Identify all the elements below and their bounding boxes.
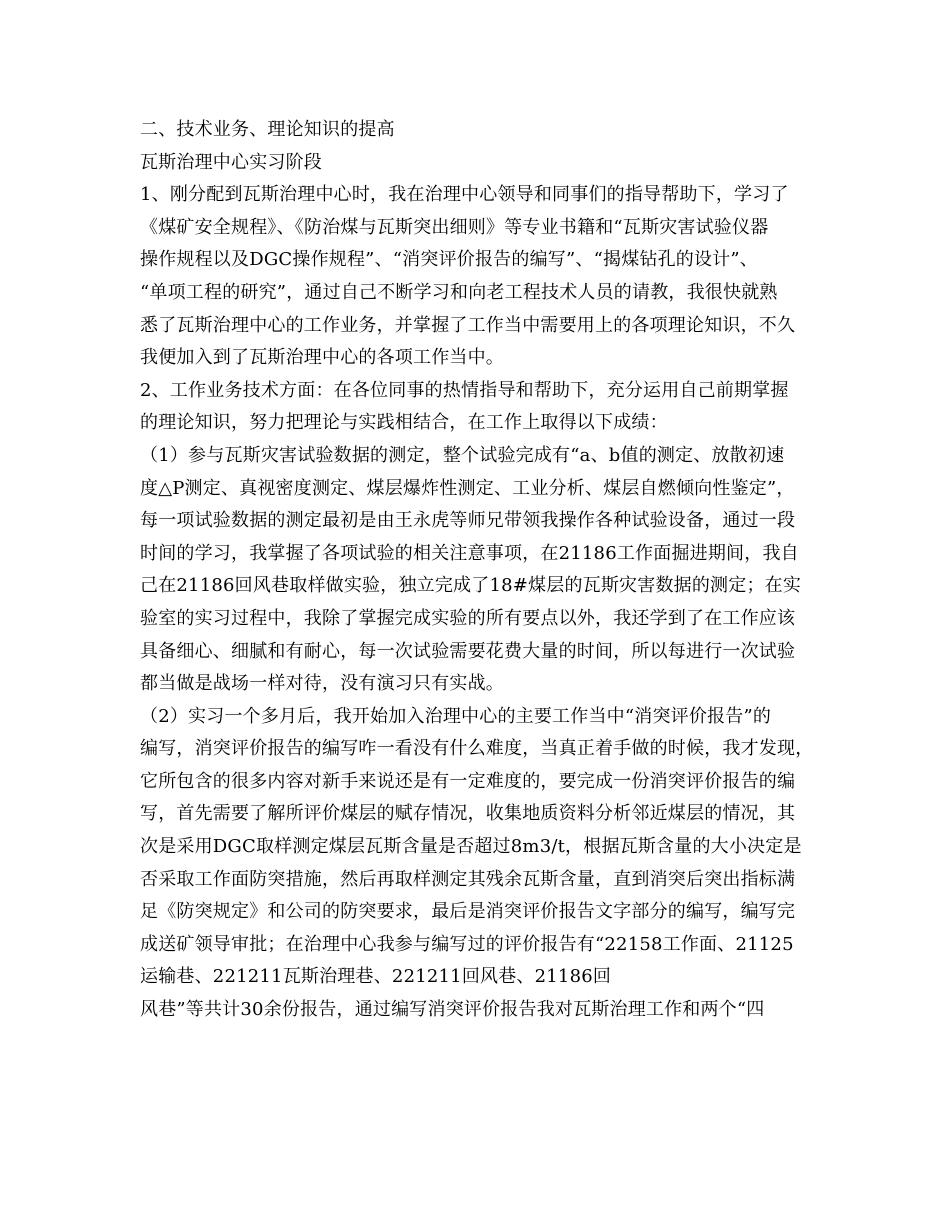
section-heading: 二、技术业务、理论知识的提高: [140, 119, 395, 140]
body-text-line: 悉了瓦斯治理中心的工作业务，并掌握了工作当中需要用上的各项理论知识，不久: [140, 314, 796, 336]
body-text-line: 成送矿领导审批；在治理中心我参与编写过的评价报告有“22158工作面、21125: [140, 933, 794, 955]
body-text-line: 它所包含的很多内容对新手来说还是有一定难度的，要完成一份消突评价报告的编: [140, 770, 796, 792]
body-text-line: 次是采用DGC取样测定煤层瓦斯含量是否超过8m3/t，根据瓦斯含量的大小决定是: [140, 836, 802, 858]
body-text-line: 风巷”等共计30余份报告，通过编写消突评价报告我对瓦斯治理工作和两个“四: [140, 999, 765, 1021]
body-text-line: 度△P测定、真视密度测定、煤层爆炸性测定、工业分析、煤层自燃倾向性鉴定”，: [140, 477, 795, 499]
body-text-line: （1）参与瓦斯灾害试验数据的测定，整个试验完成有“a、b值的测定、放散初速: [140, 444, 785, 466]
body-text-line: 否采取工作面防突措施，然后再取样测定其残余瓦斯含量，直到消突后突出指标满: [140, 868, 796, 890]
body-text-line: 己在21186回风巷取样做实验，独立完成了18#煤层的瓦斯灾害数据的测定；在实: [140, 575, 802, 597]
body-text-line: 的理论知识，努力把理论与实践相结合，在工作上取得以下成绩：: [140, 412, 668, 434]
body-text-line: 2、工作业务技术方面：在各位同事的热情指导和帮助下，充分运用自己前期掌握: [140, 379, 789, 401]
body-text-line: 运输巷、221211瓦斯治理巷、221211回风巷、21186回: [140, 966, 612, 988]
body-text-line: 我便加入到了瓦斯治理中心的各项工作当中。: [140, 347, 504, 369]
body-text-line: 《煤矿安全规程》、《防治煤与瓦斯突出细则》等专业书籍和“瓦斯灾害试验仪器: [140, 216, 769, 238]
body-text-line: 每一项试验数据的测定最初是由王永虎等师兄带领我操作各种试验设备，通过一段: [140, 510, 796, 532]
body-text-line: （2）实习一个多月后，我开始加入治理中心的主要工作当中“消突评价报告”的: [140, 705, 772, 727]
body-text-line: 编写，消突评价报告的编写咋一看没有什么难度，当真正着手做的时候，我才发现，: [140, 738, 814, 760]
body-text-line: 时间的学习，我掌握了各项试验的相关注意事项，在21186工作面掘进期间，我自: [140, 542, 799, 564]
document-body: [140, 114, 820, 1027]
body-text-line: 足《防突规定》和公司的防突要求，最后是消突评价报告文字部分的编写，编写完: [140, 901, 796, 923]
body-text-line: 都当做是战场一样对待，没有演习只有实战。: [140, 673, 504, 695]
subsection-heading: 瓦斯治理中心实习阶段: [140, 151, 322, 173]
body-text-line: 写，首先需要了解所评价煤层的赋存情况，收集地质资料分析邻近煤层的情况，其: [140, 803, 796, 825]
body-text-line: 操作规程以及DGC操作规程”、“消突评价报告的编写”、“揭煤钻孔的设计”、: [140, 249, 758, 271]
body-text-line: 验室的实习过程中，我除了掌握完成实验的所有要点以外，我还学到了在工作应该: [140, 607, 796, 629]
body-text-line: “单项工程的研究”，通过自己不断学习和向老工程技术人员的请教，我很快就熟: [140, 281, 778, 303]
body-text-line: 具备细心、细腻和有耐心，每一次试验需要花费大量的时间，所以每进行一次试验: [140, 640, 796, 662]
body-text-line: 1、刚分配到瓦斯治理中心时，我在治理中心领导和同事们的指导帮助下，学习了: [140, 184, 789, 206]
